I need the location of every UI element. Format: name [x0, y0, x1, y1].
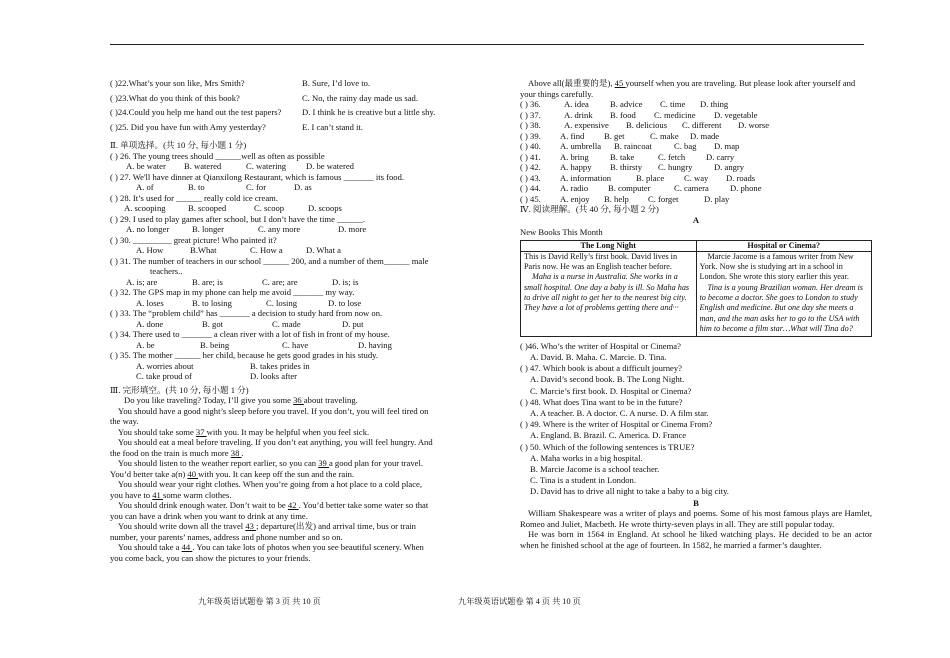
- options-34: A. be B. being C. have D. having: [136, 339, 392, 350]
- cloze-option-row: ( ) 42. A. happy B. thirsty C. hungry D. angry: [520, 162, 745, 172]
- question-47: ( ) 47. Which book is about a difficult journey?: [520, 363, 682, 374]
- cloze-option-row: ( ) 41. A. bring B. take C. fetch D. carry: [520, 151, 735, 162]
- section-4-title: Ⅳ. 阅读理解。(共 40 分, 每小题 2 分): [520, 204, 659, 214]
- cloze-option-row: ( ) 40. A. umbrella B. raincoat C. bag D. map: [520, 141, 740, 151]
- options-35a: A. worries about B. takes prides in: [136, 360, 310, 371]
- cloze-p1: Do you like traveling? Today, I’ll give you some 36 about traveling.: [124, 395, 358, 405]
- reading-questions-a: [520, 341, 872, 498]
- top-rule: [110, 44, 864, 45]
- blank-43: 43: [245, 521, 257, 531]
- match-question: ( )22.What’s your son like, Mrs Smith?: [110, 78, 245, 88]
- cloze-p4: You should eat a meal before traveling. If you don’t eat anything, you will feel hungry. And the food on the train is much more 38 .: [110, 437, 433, 458]
- options-27: A. of B. to C. for D. as: [136, 182, 312, 192]
- blank-44: 44: [181, 542, 193, 552]
- options-50a: A. Maha works in a big hospital.: [530, 452, 643, 463]
- blank-40: 40: [187, 468, 199, 479]
- book-desc-long-night: This is David Relly’s first book. David lives in Paris now. He was an English teacher before. Maha is a nurse in Australia. She works in a small hospital. One day a baby is ill. So Maha has to drive all night to get her to the nearest big city. They have a lot of problems getting there and···: [521, 251, 697, 336]
- cloze-passage: [110, 395, 436, 563]
- options-50d: D. David has to drive all night to take a baby to a big city.: [530, 486, 729, 497]
- question-35: ( ) 35. The mother ______ her child, because he gets good grades in his study.: [110, 350, 379, 360]
- blank-45: 45: [614, 78, 626, 88]
- blank-37: 37: [195, 426, 207, 437]
- passage-b-p1: William Shakespeare was a writer of plays and poems. Some of his most famous plays are Hamlet, Romeo and Juliet, Macbeth. He wrote thirty-seven plays in all. They are still popular today.: [520, 508, 872, 529]
- books-table: [520, 240, 872, 337]
- question-48: ( ) 48. What does Tina want to be in the future?: [520, 396, 683, 407]
- matching-section: [110, 78, 436, 132]
- options-46: A. David. B. Maha. C. Marcie. D. Tina.: [530, 352, 667, 362]
- book-desc-hospital-cinema: Marcie Jacome is a famous writer from New York. Now she is studying art in a school in London. She wrote this story earlier this year. Tina is a young Brazilian woman. Her dream is to become a doctor. She goes to London to study English and medicine. But one day she meets a man, and the man asks her to go to the USA with him to become a film star…What will Tina do?: [696, 251, 872, 336]
- cloze-p2: You should have a good night’s sleep before you travel. If you don’t, you will feel tired on the way.: [110, 405, 429, 426]
- match-answer: E. I can’t stand it.: [302, 121, 363, 132]
- blank-42: 42: [287, 500, 299, 510]
- cloze-p9: You should take a 44 . You can take lots of photos when you see beautiful scenery. When you come back, you can show the pictures to your friends.: [110, 542, 424, 563]
- options-49: A. England. B. Brazil. C. America. D. France: [530, 430, 687, 441]
- passage-b-label: B: [693, 497, 699, 508]
- match-row: [110, 122, 436, 133]
- options-50c: C. Tina is a student in London.: [530, 475, 636, 486]
- options-29: A. no longer B. longer C. any more D. more: [126, 224, 367, 234]
- match-question: ( )25. Did you have fun with Amy yesterday?: [110, 121, 266, 132]
- cloze-p5: You should listen to the weather report earlier, so you can 39 a good plan for your travel. You’d better take a(n) 40 with you. It can keep off the sun and the rain.: [110, 458, 423, 479]
- question-26: ( ) 26. The young trees should ______well as often as possible: [110, 150, 325, 161]
- cloze-option-row: ( ) 43. A. information B. place C. way D. roads: [520, 172, 756, 183]
- blank-38: 38: [230, 447, 242, 458]
- passage-b-p2: He was born in 1564 in England. At school he liked watching plays. He decided to be an actor when he finished school at the age of fourteen. In 1582, he married a farmer’s daughter.: [520, 529, 872, 550]
- question-31: ( ) 31. The number of teachers in our school ______ 200, and a number of them______ male: [110, 255, 429, 266]
- match-answer: D. I think he is creative but a little shy.: [302, 107, 436, 117]
- question-31-cont: teachers..: [150, 266, 183, 276]
- options-47a: A. David’s second book. B. The Long Night.: [530, 374, 685, 385]
- match-row: [110, 93, 436, 104]
- cloze-p6: You should wear your right clothes. When you’re going from a hot place to a cold place, you have to 41 some warm clothes.: [110, 479, 422, 500]
- match-row: [110, 107, 436, 118]
- multiple-choice-section: [110, 151, 436, 382]
- options-28: A. scooping B. scooped C. scoop D. scoops: [124, 203, 342, 213]
- cloze-option-row: ( ) 36. A. idea B. advice C. time D. thing: [520, 99, 729, 109]
- blank-39: 39: [318, 458, 329, 468]
- cloze-p8: You should write down all the travel 43 ; departure(出发) and arrival time, bus or train number, your parents’ names, address and phone number and so on.: [110, 521, 416, 542]
- cloze-option-row: ( ) 38. A. expensive B. delicious C. different D. worse: [520, 120, 770, 130]
- match-answer: B. Sure, I’d love to.: [302, 78, 371, 88]
- options-30: A. How B.What C. How a D. What a: [136, 245, 341, 255]
- question-34: ( ) 34. There used to _______ a clean river with a lot of fish in front of my house.: [110, 329, 390, 339]
- question-30: ( ) 30. _________ great picture! Who painted it?: [110, 234, 277, 245]
- question-28: ( ) 28. It’s used for ______ really cold ice cream.: [110, 192, 278, 203]
- question-32: ( ) 32. The GPS map in my phone can help me avoid _______ my way.: [110, 287, 355, 297]
- options-48: A. A teacher. B. A doctor. C. A nurse. D. A film star.: [530, 408, 709, 419]
- match-question: ( )24.Could you help me hand out the test papers?: [110, 107, 282, 117]
- options-47b: C. Marcie’s first book. D. Hospital or Cinema?: [530, 385, 692, 396]
- blank-41: 41: [152, 489, 163, 500]
- options-35b: C. take proud of D. looks after: [136, 371, 298, 381]
- page-footer-4: 九年级英语试题卷 第 4 页 共 10 页: [458, 597, 581, 606]
- passage-a-label: A: [692, 214, 700, 225]
- options-33: A. done B. got C. made D. put: [136, 318, 364, 329]
- match-question: ( )23.What do you think of this book?: [110, 92, 240, 103]
- page-footer-3: 九年级英语试题卷 第 3 页 共 10 页: [198, 597, 321, 606]
- match-row: [110, 78, 436, 89]
- section-3-title: Ⅲ. 完形填空。(共 10 分, 每小题 1 分): [110, 384, 249, 395]
- cloze-option-row: ( ) 37. A. drink B. food C. medicine D. vegetable: [520, 109, 758, 120]
- new-books-title: New Books This Month: [520, 227, 603, 237]
- options-32: A. loses B. to losing C. losing D. to lose: [136, 297, 362, 308]
- question-50: ( ) 50. Which of the following sentences is TRUE?: [520, 441, 695, 452]
- cloze-option-row: ( ) 45. A. enjoy B. help C. forget D. play: [520, 193, 730, 204]
- options-26: A. be water B. watered C. watering D. be watered: [126, 161, 354, 171]
- options-50b: B. Marcie Jacome is a school teacher.: [530, 464, 660, 475]
- cloze-option-row: ( ) 44. A. radio B. computer C. camera D. phone: [520, 183, 762, 193]
- section-2-title: Ⅱ. 单项选择。(共 10 分, 每小题 1 分): [110, 140, 247, 150]
- book-title-hospital-cinema: Hospital or Cinema?: [696, 240, 872, 251]
- book-title-long-night: The Long Night: [521, 240, 697, 251]
- match-answer: C. No, the rainy day made us sad.: [302, 92, 418, 103]
- question-49: ( ) 49. Where is the writer of Hospital or Cinema From?: [520, 419, 713, 430]
- options-31: A. is; are B. are; is C. are; are D. is; is: [126, 276, 359, 287]
- cloze-p7: You should drink enough water. Don’t wait to be 42 . You’d better take some water so that you can have a drink when you want to drink at any time.: [110, 500, 429, 521]
- question-27: ( ) 27. We'll have dinner at Qianxilong Restaurant, which is famous _______ its food.: [110, 171, 405, 182]
- question-29: ( ) 29. I used to play games after school, but I don’t have the time ______.: [110, 213, 365, 224]
- cloze-options: [520, 99, 872, 204]
- cloze-p10: Above all(最重要的是), 45 yourself when you are traveling. But please look after yourself and your things carefully.: [520, 78, 856, 99]
- left-column: [110, 78, 436, 563]
- blank-36: 36: [293, 395, 304, 405]
- cloze-p3: You should take some 37 with you. It may be helpful when you feel sick.: [118, 426, 370, 437]
- right-column: [520, 78, 872, 550]
- cloze-option-row: ( ) 39. A. find B. get C. make D. made: [520, 130, 720, 141]
- question-33: ( ) 33. The “problem child” has _______ a decision to study hard from now on.: [110, 308, 383, 318]
- question-46: ( )46. Who’s the writer of Hospital or Cinema?: [520, 340, 681, 351]
